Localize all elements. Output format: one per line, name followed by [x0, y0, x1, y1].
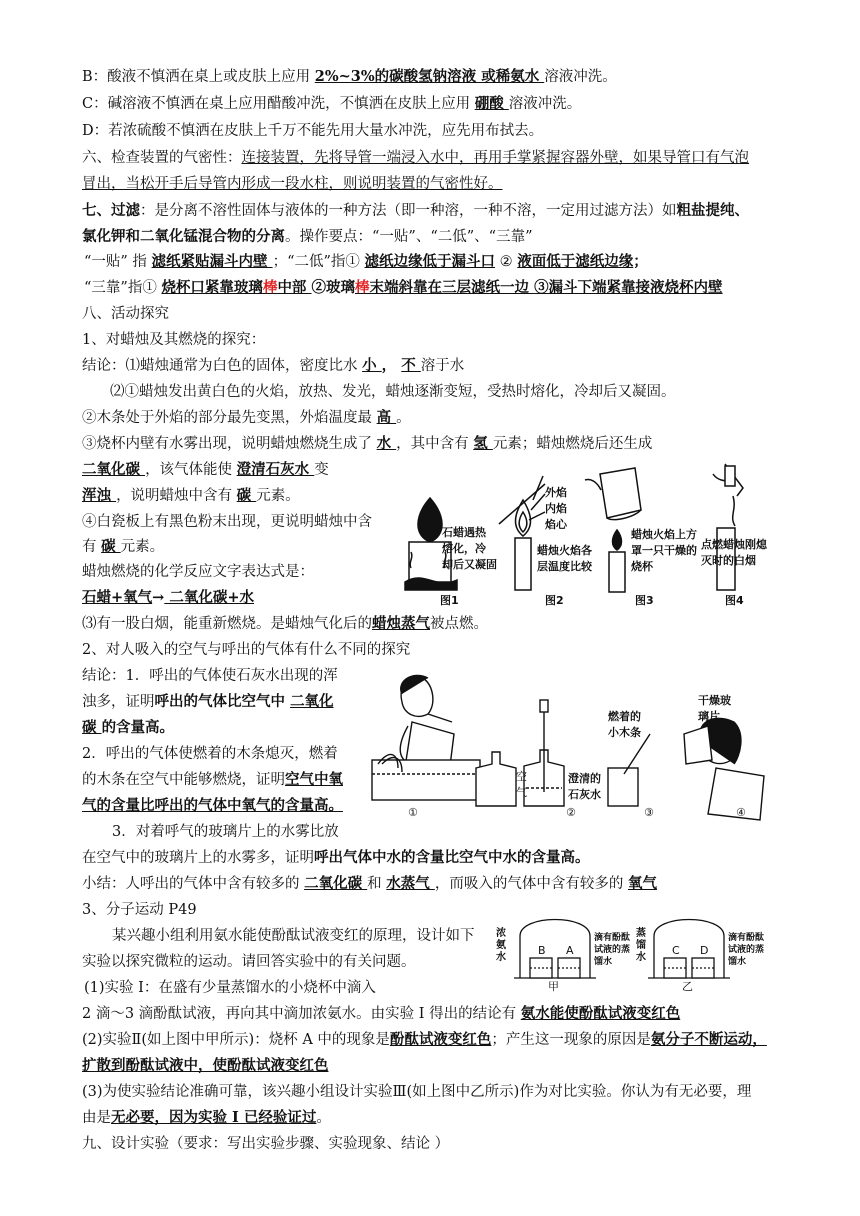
breath-conclusion-2: 浊多，证明呼出的气体比空气中 二氧化: [82, 693, 334, 710]
section-8-title: 八、活动探究: [82, 306, 169, 322]
breath-fig-4: ④: [736, 806, 746, 819]
molecule-q1-line1: (1)实验 I：在盛有少量蒸馏水的小烧杯中滴入: [84, 980, 376, 996]
dry-glass-label: 干燥玻 璃片: [698, 694, 731, 723]
line-b: B：酸液不慎洒在桌上或皮肤上应用 2%~3%的碳酸氢钠溶液 或稀氨水 溶液冲洗。: [82, 68, 617, 85]
air-label: 空 气: [516, 770, 527, 799]
molecule-intro-1: 某兴趣小组利用氨水能使酚酞试液变红的原理，设计如下: [112, 928, 475, 944]
section-7-line4: “三靠”指① 烧杯口紧靠玻璃棒中部 ②玻璃棒末端斜靠在三层滤纸一边 ③漏斗下端紧靠接液烧杯内壁: [84, 279, 723, 296]
part-1-title: 1、对蜡烛及其燃烧的探究：: [82, 332, 266, 348]
fig4-label: 图4: [725, 594, 744, 607]
candle-equation-label: 蜡烛燃烧的化学反应文字表达式是：: [82, 564, 314, 580]
section-6-line1: 六、检查装置的气密性：连接装置，先将导管一端浸入水中，再用手掌紧握容器外壁，如果导管口有气泡: [82, 150, 749, 166]
section-7-line2: 氯化钾和二氧化锰混合物的分离。操作要点：“一贴”、“二低”、“三靠”: [82, 228, 533, 245]
line-d: D：若浓硫酸不慎洒在皮肤上千万不能先用大量水冲洗，应先用布拭去。: [82, 123, 544, 139]
breath-conclusion-7: 3．对着呼气的玻璃片上的水雾比放: [112, 824, 339, 840]
line-c: C：碱溶液不慎洒在桌上应用醋酸冲洗，不慎洒在皮肤上应用 硼酸 溶液冲洗。: [82, 95, 582, 112]
fig4-caption: 点燃蜡烛刚熄 灭时的白烟: [701, 538, 767, 567]
candle-conclusion-5: 二氧化碳 ，该气体能使 澄清石灰水 变: [82, 461, 329, 478]
beaker-b-label: B: [538, 944, 546, 957]
limewater-label: 澄清的 石灰水: [568, 772, 601, 801]
candle-conclusion-1: 结论：⑴蜡烛通常为白色的固体，密度比水 小 ， 不 溶于水: [82, 357, 465, 374]
ammonia-label: 浓 氨 水: [496, 928, 506, 963]
phenolphthalein-label-2: 滴有酚酞 试液的蒸 馏水: [728, 933, 765, 967]
breath-conclusion-5: 的木条在空气中能够燃烧，证明空气中氧: [82, 771, 343, 788]
molecule-q2-line2: 扩散到酚酞试液中，使酚酞试液变红色: [82, 1057, 329, 1074]
fig1-label: 图1: [440, 594, 459, 607]
section-7-line3: “一贴” 指 滤纸紧贴漏斗内壁 ；“二低”指① 滤纸边缘低于漏斗口 ② 液面低于滤纸边缘；: [84, 253, 648, 270]
burning-stick-label: 燃着的 小木条: [608, 710, 641, 739]
flame-core-label: 焰心: [545, 518, 567, 531]
breath-figure-drawing: [368, 664, 788, 832]
section-6-line2: 冒出，当松开手后导管内形成一段水柱，则说明装置的气密性好。: [82, 176, 503, 192]
candle-conclusion-3: ②木条处于外焰的部分最先变黑，外焰温度最 高 。: [82, 409, 411, 426]
breath-fig-2: ②: [566, 806, 576, 819]
candle-conclusion-6: 浑浊 ，说明蜡烛中含有 碳 元素。: [82, 487, 300, 504]
distilled-water-label: 蒸 馏 水: [636, 928, 646, 963]
breath-conclusion-4: 2．呼出的气体使燃着的木条熄灭，燃着: [82, 746, 338, 762]
flame-inner-label: 内焰: [545, 502, 567, 515]
setup-jia-label: 甲: [548, 980, 559, 993]
fig2-label: 图2: [545, 594, 564, 607]
candle-conclusion-7: ④白瓷板上有黑色粉末出现，更说明蜡烛中含: [82, 514, 372, 530]
setup-yi-label: 乙: [682, 980, 693, 993]
breath-summary: 小结：人呼出的气体中含有较多的 二氧化碳 和 水蒸气 ，而吸入的气体中含有较多的 氧气: [82, 875, 657, 892]
beaker-c-label: C: [672, 944, 680, 957]
molecule-q2-line1: (2)实验Ⅱ(如上图中甲所示)：烧杯 A 中的现象是酚酞试液变红色；产生这一现象的原因是氨分子不断运动，: [82, 1031, 767, 1048]
section-9-title: 九、设计实验（要求：写出实验步骤、实验现象、结论 ）: [82, 1136, 450, 1152]
breath-conclusion-6: 气的含量比呼出的气体中氧气的含量高。: [82, 797, 343, 814]
candle-equation: 石蜡+氧气→ 二氧化碳+水: [82, 589, 255, 606]
fig3-label: 图3: [635, 594, 654, 607]
molecule-q1-line2: 2 滴～3 滴酚酞试液，再向其中滴加浓氨水。由实验 I 得出的结论有 氨水能使酚酞试液变红色: [82, 1005, 681, 1022]
breath-conclusion-1: 结论：1．呼出的气体使石灰水出现的浑: [82, 668, 338, 684]
breath-figure: [368, 664, 788, 832]
beaker-d-label: D: [700, 944, 709, 957]
fig2-caption: 蜡烛火焰各 层温度比较: [537, 544, 592, 573]
breath-fig-1: ①: [408, 806, 418, 819]
molecule-intro-2: 实验以探究微粒的运动。请回答实验中的有关问题。: [82, 954, 416, 970]
fig3-caption: 蜡烛火焰上方 罩一只干燥的 烧杯: [631, 528, 697, 573]
candle-conclusion-8: 有 碳 元素。: [82, 538, 165, 555]
molecule-q3-line2: 由是无必要，因为实验 I 已经验证过。: [82, 1109, 331, 1126]
breath-fig-3: ③: [644, 806, 654, 819]
part-3-title: 3、分子运动 P49: [82, 902, 197, 918]
candle-conclusion-4: ③烧杯内壁有水雾出现，说明蜡烛燃烧生成了 水 ，其中含有 氢 元素；蜡烛燃烧后还生成: [82, 435, 653, 452]
section-7-line1: 七、过滤：是分离不溶性固体与液体的一种方法（即一种溶，一种不溶，一定用过滤方法）如粗盐提纯、: [82, 202, 749, 219]
flame-outer-label: 外焰: [545, 486, 567, 499]
molecule-figure: [490, 906, 790, 993]
candle-conclusion-smoke: ⑶有一股白烟，能重新燃烧。是蜡烛气化后的蜡烛蒸气被点燃。: [82, 615, 488, 632]
candle-figure: [395, 460, 795, 610]
molecule-q3-line1: (3)为使实验结论准确可靠，该兴趣小组设计实验Ⅲ(如上图中乙所示)作为对比实验。你认为有无必要，理: [82, 1084, 752, 1100]
phenolphthalein-label-1: 滴有酚酞 试液的蒸 馏水: [594, 933, 631, 967]
breath-conclusion-8: 在空气中的玻璃片上的水雾多，证明呼出气体中水的含量比空气中水的含量高。: [82, 849, 590, 866]
candle-conclusion-2: ⑵①蜡烛发出黄白色的火焰，放热、发光，蜡烛逐渐变短，受热时熔化，冷却后又凝固。: [110, 384, 676, 400]
beaker-a-label: A: [566, 944, 574, 957]
part-2-title: 2、对人吸入的空气与呼出的气体有什么不同的探究: [82, 642, 411, 658]
breath-conclusion-3: 碳 的含量高。: [82, 719, 175, 736]
fig1-caption: 石蜡遇热 熔化，冷 却后又凝固: [442, 526, 497, 571]
